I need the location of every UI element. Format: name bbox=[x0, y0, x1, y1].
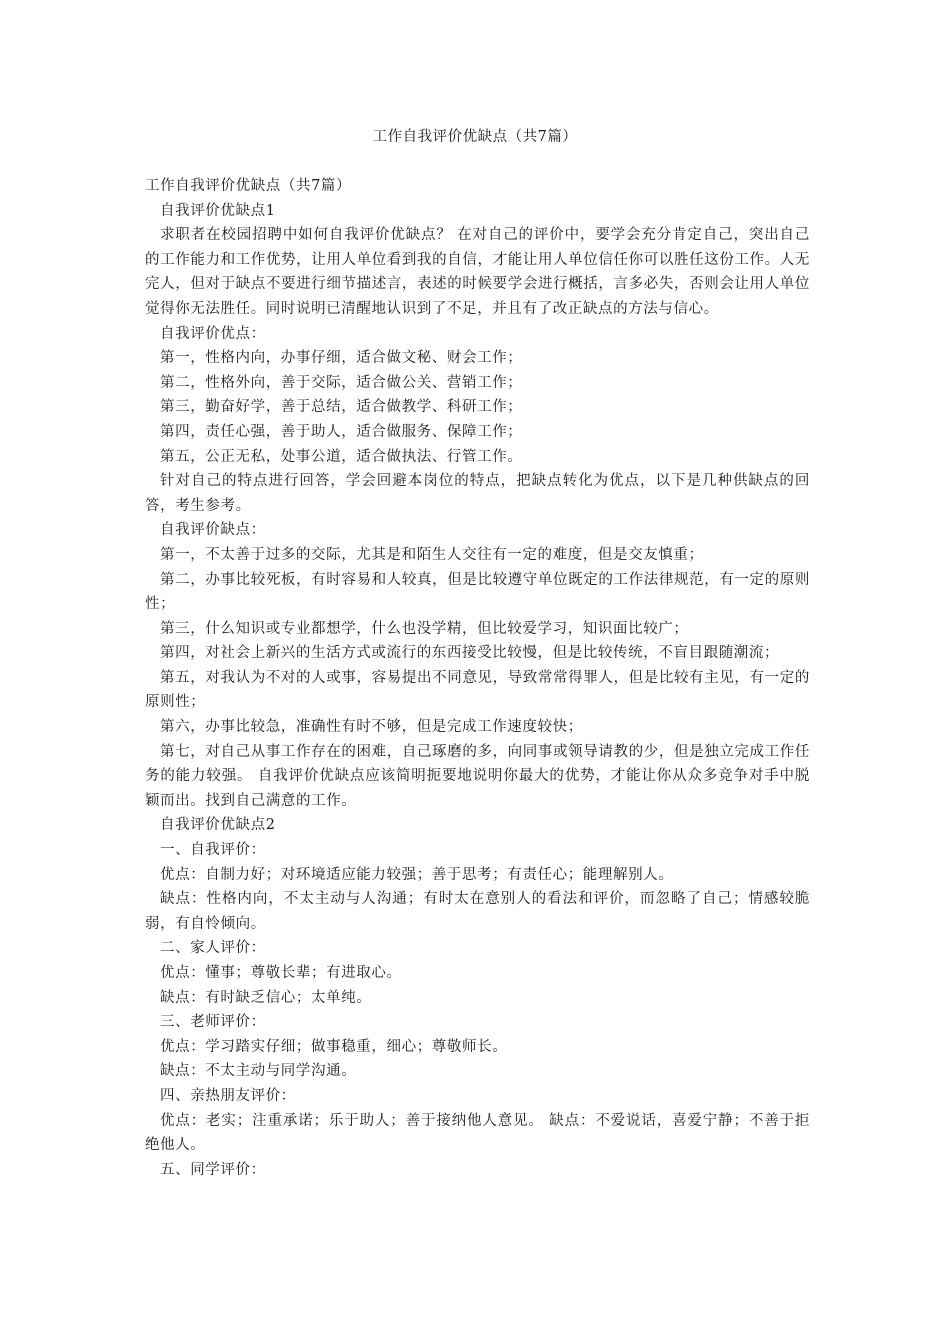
paragraph: 第二，办事比较死板，有时容易和人较真，但是比较遵守单位既定的工作法律规范，有一定的原则性； bbox=[145, 571, 810, 613]
paragraph: 自我评价优缺点2 bbox=[160, 817, 276, 834]
paragraph: 自我评价优点： bbox=[160, 325, 266, 342]
paragraph: 优点：自制力好；对环境适应能力较强；善于思考；有责任心；能理解别人。 bbox=[160, 866, 674, 883]
paragraph: 自我评价优缺点1 bbox=[160, 202, 276, 219]
paragraph: 工作自我评价优缺点（共7篇） bbox=[145, 178, 352, 194]
paragraph: 四、亲热朋友评价： bbox=[160, 1087, 296, 1104]
document-body bbox=[145, 174, 810, 1182]
paragraph: 第七，对自己从事工作存在的困难，自己琢磨的多，向同事或领导请教的少，但是独立完成工作任务的能力较强。 自我评价优缺点应该简明扼要地说明你最大的优势，才能让你从众多竞争对手中脱颖而出。找到自己满意的工作。 bbox=[145, 743, 810, 809]
paragraph: 第三，勤奋好学，善于总结，适合做教学、科研工作； bbox=[160, 399, 523, 416]
paragraph: 二、家人评价： bbox=[160, 940, 266, 957]
paragraph: 自我评价缺点： bbox=[160, 522, 266, 539]
paragraph: 第二，性格外向，善于交际，适合做公关、营销工作； bbox=[160, 374, 523, 391]
paragraph: 第五，对我认为不对的人或事，容易提出不同意见，导致常常得罪人，但是比较有主见，有一定的原则性； bbox=[145, 669, 810, 711]
paragraph: 求职者在校园招聘中如何自我评价优缺点？ 在对自己的评价中，要学会充分肯定自己，突出自己的工作能力和工作优势，让用人单位看到我的自信，才能让用人单位信任你可以胜任这份工作。人无完人，但对于缺点不要进行细节描述言，表述的时候要学会进行概括，言多必失，否则会让用人单位觉得你无法胜任。同时说明已清醒地认识到了不足，并且有了改正缺点的方法与信心。 bbox=[145, 227, 810, 317]
paragraph: 第六，办事比较急，准确性有时不够，但是完成工作速度较快； bbox=[160, 719, 583, 736]
paragraph: 第四，责任心强，善于助人，适合做服务、保障工作； bbox=[160, 423, 523, 440]
paragraph: 第三，什么知识或专业都想学，什么也没学精，但比较爱学习，知识面比较广； bbox=[160, 620, 689, 637]
paragraph: 缺点：有时缺乏信心；太单纯。 bbox=[160, 989, 372, 1006]
paragraph: 五、同学评价： bbox=[160, 1161, 266, 1178]
paragraph: 优点：老实；注重承诺；乐于助人；善于接纳他人意见。 缺点：不爱说话，喜爱宁静；不善于拒绝他人。 bbox=[145, 1112, 810, 1154]
paragraph: 针对自己的特点进行回答，学会回避本岗位的特点，把缺点转化为优点，以下是几种供缺点的回答，考生参考。 bbox=[145, 473, 810, 514]
paragraph: 优点：学习踏实仔细；做事稳重，细心；尊敬师长。 bbox=[160, 1038, 508, 1055]
document-title: 工作自我评价优缺点（共7篇） bbox=[372, 129, 578, 145]
paragraph: 三、老师评价： bbox=[160, 1014, 266, 1031]
paragraph: 第五，公正无私，处事公道，适合做执法、行管工作。 bbox=[160, 448, 523, 465]
paragraph: 缺点：不太主动与同学沟通。 bbox=[160, 1063, 357, 1080]
paragraph: 第一，不太善于过多的交际，尤其是和陌生人交往有一定的难度，但是交友慎重； bbox=[160, 546, 704, 563]
paragraph: 一、自我评价： bbox=[160, 842, 266, 859]
paragraph: 缺点：性格内向，不太主动与人沟通；有时太在意别人的看法和评价，而忽略了自己；情感较脆弱，有自怜倾向。 bbox=[145, 891, 810, 932]
paragraph: 第一，性格内向，办事仔细，适合做文秘、财会工作； bbox=[160, 350, 523, 367]
paragraph: 优点：懂事；尊敬长辈；有进取心。 bbox=[160, 965, 402, 981]
paragraph: 第四，对社会上新兴的生活方式或流行的东西接受比较慢，但是比较传统，不盲目跟随潮流； bbox=[160, 645, 780, 662]
